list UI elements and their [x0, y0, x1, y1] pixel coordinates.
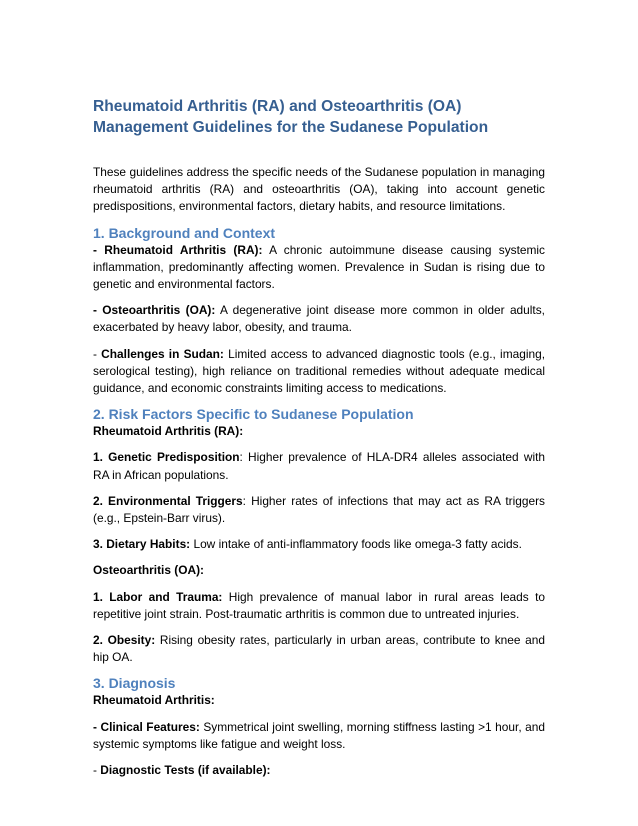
obesity-paragraph: [93, 632, 545, 666]
labor-description: High prevalence of manual labor in rural areas leads to repetitive joint strain. Post-traumatic arthritis is common due to untreated injuries.: [93, 589, 545, 621]
dietary-label: 3. Dietary Habits:: [93, 537, 191, 552]
document-title: Rheumatoid Arthritis (RA) and Osteoarthritis (OA) Management Guidelines for the Sudanese Population: [93, 98, 489, 136]
dietary-description: Low intake of anti-inflammatory foods like omega-3 fatty acids.: [193, 537, 522, 552]
risk-ra-subheading: Rheumatoid Arthritis (RA):: [93, 424, 244, 439]
section-1-heading: 1. Background and Context: [93, 224, 276, 241]
challenges-paragraph: [93, 346, 545, 398]
clinical-features-paragraph: [93, 719, 545, 753]
genetic-description: : Higher prevalence of HLA-DR4 alleles associated with RA in African populations.: [93, 450, 546, 482]
challenges-dash: -: [93, 346, 102, 361]
ra-label: - Rheumatoid Arthritis (RA):: [93, 242, 263, 257]
oa-label: - Osteoarthritis (OA):: [93, 303, 216, 318]
background-oa-paragraph: [93, 302, 545, 336]
clinical-label: - Clinical Features:: [93, 719, 200, 734]
risk-oa-subheading: Osteoarthritis (OA):: [93, 563, 204, 578]
environmental-description: : Higher rates of infections that may act as RA triggers (e.g., Epstein-Barr virus).: [93, 493, 545, 526]
diagnosis-ra-subheading: Rheumatoid Arthritis:: [93, 693, 215, 708]
ra-description: A chronic autoimmune disease causing systemic inflammation, predominantly affecting women. Prevalence in Sudan is rising due to genetic and environmental factors.: [93, 242, 545, 292]
challenges-label: Challenges in Sudan:: [101, 346, 224, 361]
labor-trauma-paragraph: [93, 589, 545, 623]
diagnostic-label: Diagnostic Tests (if available):: [100, 763, 271, 778]
labor-label: 1. Labor and Trauma:: [93, 589, 223, 604]
obesity-label: 2. Obesity:: [93, 633, 156, 648]
genetic-predisposition-paragraph: [93, 449, 545, 483]
section-2-heading: 2. Risk Factors Specific to Sudanese Population: [93, 406, 414, 423]
oa-description: A degenerative joint disease more common in older adults, exacerbated by heavy labor, obesity, and trauma.: [93, 303, 545, 335]
background-ra-paragraph: [93, 242, 545, 294]
genetic-label: 1. Genetic Predisposition: [93, 450, 240, 465]
section-3-heading: 3. Diagnosis: [93, 675, 176, 692]
environmental-triggers-paragraph: [93, 493, 545, 527]
clinical-description: Symmetrical joint swelling, morning stiffness lasting >1 hour, and systemic symptoms like fatigue and weight loss.: [93, 719, 545, 751]
dietary-habits-paragraph: [93, 536, 545, 553]
challenges-description: Limited access to advanced diagnostic tools (e.g., imaging, serological testing), high reliance on traditional remedies without adequate medical guidance, and economic constraints limiting access to medications.: [93, 346, 546, 396]
environmental-label: 2. Environmental Triggers: [93, 493, 243, 508]
intro-paragraph: These guidelines address the specific needs of the Sudanese population in managing rheumatoid arthritis (RA) and osteoarthritis (OA), taking into account genetic predispositions, environmental factors, dietary habits, and resource limitations.: [93, 165, 545, 214]
diagnostic-dash: -: [93, 763, 101, 778]
obesity-description: Rising obesity rates, particularly in urban areas, contribute to knee and hip OA.: [93, 633, 545, 665]
diagnostic-tests-paragraph: [93, 762, 545, 779]
